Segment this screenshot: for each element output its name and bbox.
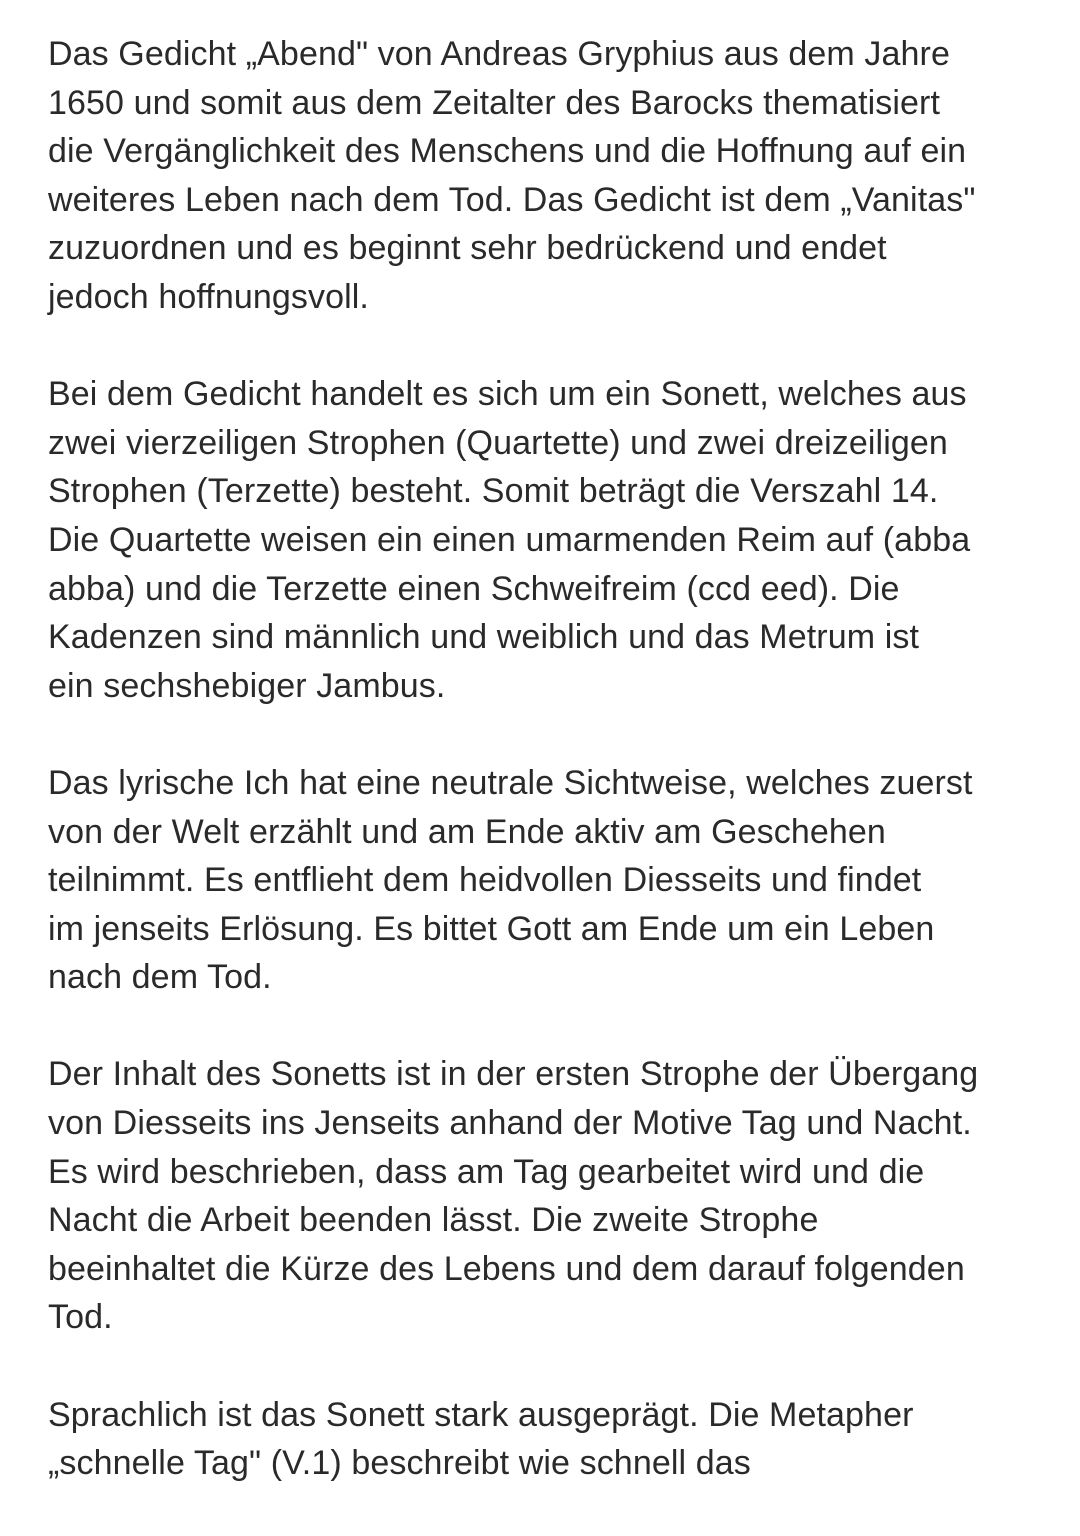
text-line: 1650 und somit aus dem Zeitalter des Barocks thematisiert [48,83,941,122]
text-line: abba) und die Terzette einen Schweifreim (ccd eed). Die [48,569,900,608]
text-line: Tod. [48,1298,113,1337]
text-line: Das lyrische Ich hat eine neutrale Sichtweise, welches zuerst [48,763,973,802]
text-line: weiteres Leben nach dem Tod. Das Gedicht ist dem „Vanitas" [48,180,976,219]
text-line: teilnimmt. Es entflieht dem heidvollen Diesseits und findet [48,861,922,900]
text-line: zuzuordnen und es beginnt sehr bedrückend und endet [48,229,887,268]
text-line: Bei dem Gedicht handelt es sich um ein Sonett, welches aus [48,375,967,414]
text-line: Nacht die Arbeit beenden lässt. Die zweite Strophe [48,1201,819,1240]
paragraph-form [48,370,1058,710]
text-line: beeinhaltet die Kürze des Lebens und dem darauf folgenden [48,1249,965,1288]
text-line: zwei vierzeiligen Strophen (Quartette) und zwei dreizeiligen [48,423,948,462]
text-line: ein sechshebiger Jambus. [48,666,446,705]
text-line: Kadenzen sind männlich und weiblich und das Metrum ist [48,618,919,657]
text-line: nach dem Tod. [48,958,272,997]
text-line: die Vergänglichkeit des Menschens und die Hoffnung auf ein [48,132,967,171]
text-line: jedoch hoffnungsvoll. [48,277,369,316]
text-line: von Diesseits ins Jenseits anhand der Motive Tag und Nacht. [48,1104,972,1143]
text-line: Strophen (Terzette) besteht. Somit beträgt die Verszahl 14. [48,472,939,511]
document-body [48,30,1058,1536]
text-line: von der Welt erzählt und am Ende aktiv am Geschehen [48,812,886,851]
text-line: Der Inhalt des Sonetts ist in der ersten Strophe der Übergang [48,1055,979,1094]
text-line: Die Quartette weisen ein einen umarmenden Reim auf (abba [48,520,971,559]
paragraph-content [48,1050,1058,1342]
text-line: Das Gedicht „Abend" von Andreas Gryphius aus dem Jahre [48,35,950,73]
paragraph-language [48,1391,1058,1488]
paragraph-introduction [48,30,1058,322]
paragraph-lyrical-self [48,759,1058,1002]
text-line: „schnelle Tag" (V.1) beschreibt wie schnell das [48,1444,751,1483]
text-line: Es wird beschrieben, dass am Tag gearbeitet wird und die [48,1152,925,1191]
text-line: Sprachlich ist das Sonett stark ausgeprägt. Die Metapher [48,1395,914,1434]
text-line: im jenseits Erlösung. Es bittet Gott am Ende um ein Leben [48,909,935,948]
